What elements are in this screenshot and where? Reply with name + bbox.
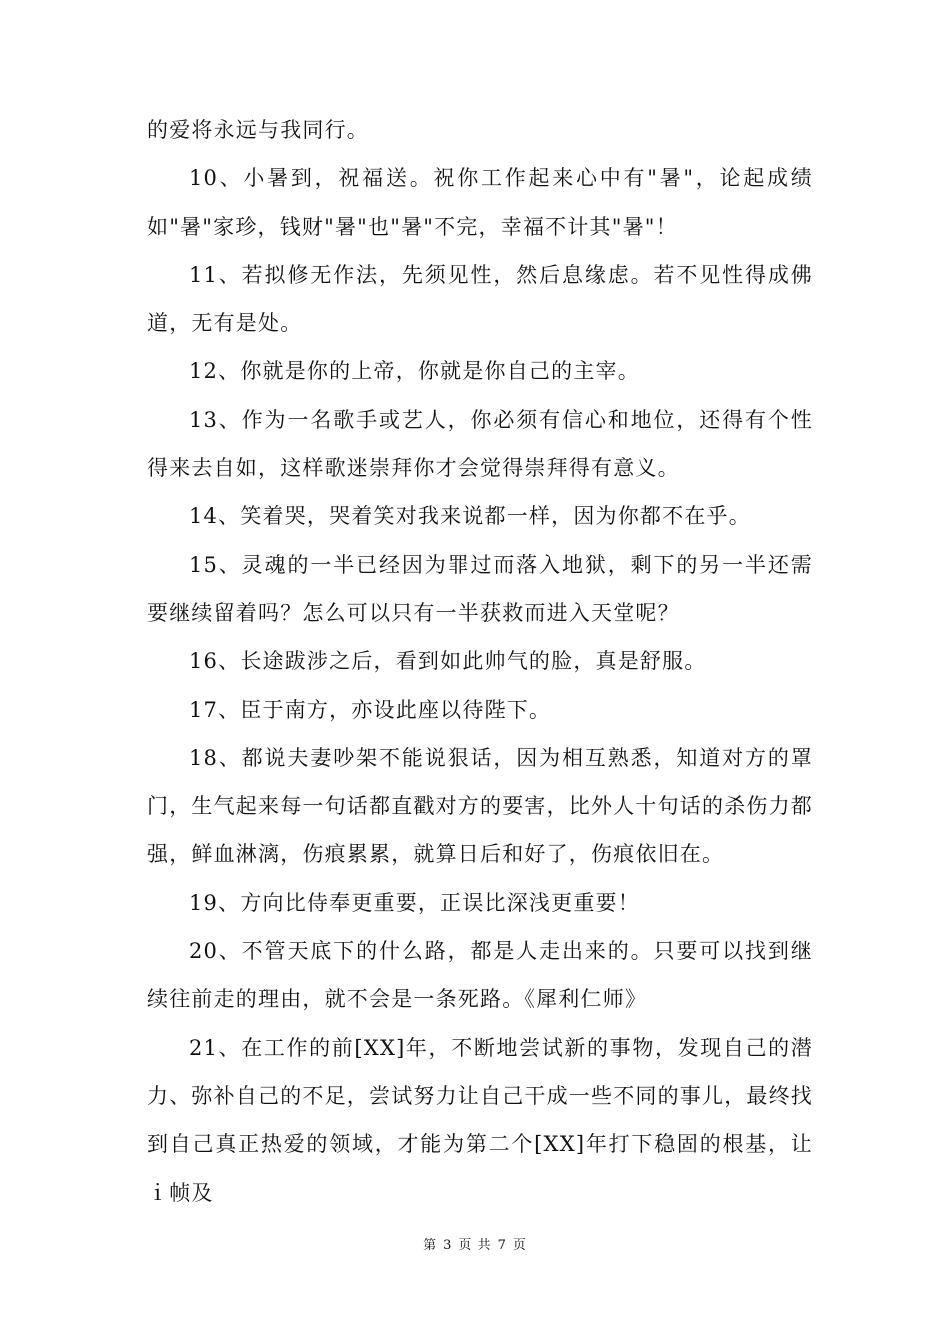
paragraph-19: 19、方向比侍奉更重要，正误比深浅更重要！: [189, 890, 640, 915]
paragraph-continuation: 的爱将永远与我同行。: [147, 118, 369, 142]
paragraph-11: 11、若拟修无作法，先须见性，然后息缘虑。若不见性得成佛道，无有是处。: [147, 262, 813, 336]
paragraph-12: 12、你就是你的上帝，你就是你自己的主宰。: [189, 359, 640, 384]
paragraph-14: 14、笑着哭，哭着笑对我来说都一样，因为你都不在乎。: [189, 504, 751, 529]
paragraph-15: 15、灵魂的一半已经因为罪过而落入地狱，剩下的另一半还需要继续留着吗？怎么可以只有一半获救而进入天堂呢？: [147, 552, 813, 625]
footer-middle: 页 共: [458, 1238, 492, 1253]
body-text: [147, 106, 813, 1217]
paragraph-16: 16、长途跋涉之后，看到如此帅气的脸，真是舒服。: [189, 649, 707, 674]
paragraph-10: 10、小暑到，祝福送。祝你工作起来心中有"暑"，论起成绩如"暑"家珍，钱财"暑"也"暑"不完，幸福不计其"暑"！: [147, 166, 813, 239]
paragraph-20: 20、不管天底下的什么路，都是人走出来的。只要可以找到继续往前走的理由，就不会是一条死路。《犀利仁师》: [147, 939, 813, 1012]
footer-total-pages: 7: [497, 1238, 507, 1253]
paragraph-18: 18、都说夫妻吵架不能说狠话，因为相互熟悉，知道对方的罩门，生气起来每一句话都直戳对方的要害，比外人十句话的杀伤力都强，鲜血淋漓，伤痕累累，就算日后和好了，伤痕依旧在。: [147, 745, 813, 867]
page-footer: [0, 1234, 950, 1253]
paragraph-13: 13、作为一名歌手或艺人，你必须有信心和地位，还得有个性得来去自如，这样歌迷崇拜你才会觉得崇拜得有意义。: [147, 407, 813, 481]
paragraph-17: 17、臣于南方，亦设此座以待陛下。: [189, 697, 552, 722]
footer-prefix: 第: [423, 1238, 438, 1253]
paragraph-21: 21、在工作的前[XX]年，不断地尝试新的事物，发现自己的潜力、弥补自己的不足，尝试努力让自己干成一些不同的事儿，最终找到自己真正热爱的领域，才能为第二个[XX]年打下稳固的根基，让ｉ帧及: [147, 1035, 813, 1205]
footer-suffix: 页: [512, 1238, 527, 1253]
footer-current-page: 3: [443, 1238, 453, 1253]
